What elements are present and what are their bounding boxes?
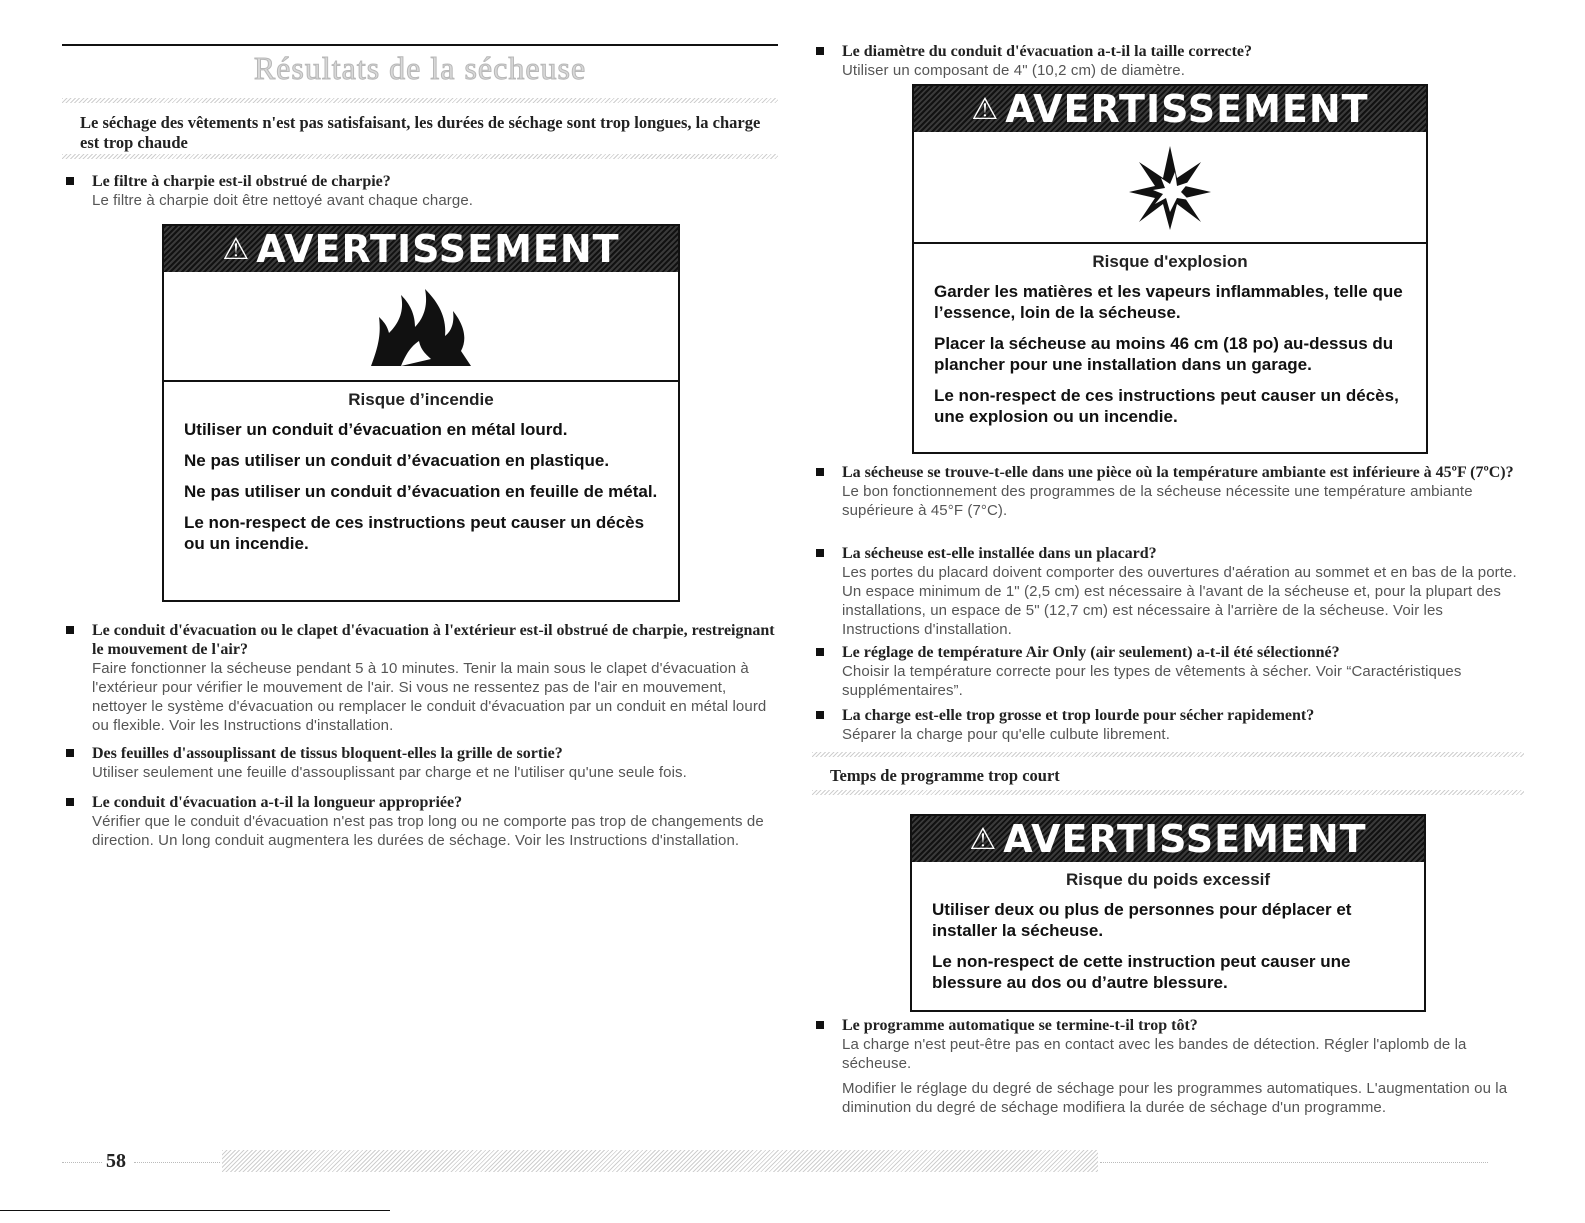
list-item [92, 172, 776, 210]
item-answer: Vérifier que le conduit d'évacuation n'est pas trop long ou ne comporte pas trop de changements de direction. Un long conduit augmentera les durées de séchage. Voir les Instructions d'installation. [92, 813, 764, 849]
item-answer: Les portes du placard doivent comporter des ouvertures d'aération au sommet et en bas de la porte. Un espace minimum de 1" (2,5 cm) est nécessaire à l'avant de la sécheuse et, pour la plupart des installations, un espace de 5" (12,7 cm) est nécessaire à l'arrière de la sécheuse. Voir les Instructions d'installation. [842, 564, 1517, 638]
item-answer: Utiliser un composant de 4" (10,2 cm) de diamètre. [842, 62, 1185, 79]
list-item [842, 544, 1522, 639]
item-question: Le conduit d'évacuation ou le clapet d'évacuation à l'extérieur est-il obstrué de charpie, restreignant le mouvement de l'air? [92, 622, 775, 658]
warning-line: Le non-respect de ces instructions peut causer un décès ou un incendie. [184, 513, 645, 553]
warning-line: Ne pas utiliser un conduit d’évacuation en feuille de métal. [184, 482, 658, 501]
item-question: Le filtre à charpie est-il obstrué de charpie? [92, 173, 391, 190]
warning-banner [912, 816, 1424, 862]
list-item [92, 744, 776, 782]
item-answer: Séparer la charge pour qu'elle culbute librement. [842, 726, 1170, 743]
warning-risk: Risque d’incendie [348, 390, 494, 409]
warning-icon-area [914, 132, 1426, 244]
item-answer: Utiliser seulement une feuille d'assouplissant par charge et ne l'utiliser qu'une seule fois. [92, 764, 687, 781]
list-item [92, 621, 776, 735]
item-answer [842, 1035, 1522, 1117]
warning-triangle-icon: ⚠ [971, 91, 1000, 127]
warning-box-explosion [912, 84, 1428, 454]
item-question: Des feuilles d'assouplissant de tissus bloquent-elles la grille de sortie? [92, 745, 563, 762]
item-answer-paragraph: Modifier le réglage du degré de séchage pour les programmes automatiques. L'augmentation ou la diminution du degré de séchage modifiera la durée de séchage d'un programme. [842, 1080, 1508, 1116]
bullet-icon [816, 711, 824, 719]
warning-risk: Risque du poids excessif [1065, 870, 1271, 889]
section-divider [812, 790, 1524, 795]
item-answer-paragraph: La charge n'est peut-être pas en contact avec les bandes de détection. Régler l'aplomb de la sécheuse. [842, 1036, 1467, 1072]
item-answer: Le filtre à charpie doit être nettoyé avant chaque charge. [92, 192, 474, 209]
warning-icon-area [164, 272, 678, 382]
warning-line: Le non-respect de ces instructions peut causer un décès, une explosion ou un incendie. [934, 386, 1399, 426]
warning-body [912, 862, 1424, 1003]
warning-label: AVERTISSEMENT [256, 227, 620, 271]
section-heading: Le séchage des vêtements n'est pas satisfaisant, les durées de séchage sont trop longues, la charge est trop chaude [80, 113, 761, 152]
warning-label: AVERTISSEMENT [1005, 87, 1369, 131]
bullet-icon [816, 468, 824, 476]
explosion-icon [1125, 142, 1215, 232]
bullet-icon [816, 47, 824, 55]
warning-body [164, 382, 678, 564]
warning-triangle-icon: ⚠ [969, 821, 998, 857]
bullet-icon [66, 177, 74, 185]
bullet-icon [816, 648, 824, 656]
warning-banner [914, 86, 1426, 132]
item-question: La sécheuse est-elle installée dans un placard? [842, 545, 1157, 562]
bottom-rule [0, 1210, 390, 1211]
warning-line: Ne pas utiliser un conduit d’évacuation en plastique. [184, 451, 610, 470]
footer-dotted-rule [134, 1162, 220, 1163]
warning-body [914, 244, 1426, 437]
list-item [842, 643, 1522, 700]
warning-line: Utiliser un conduit d’évacuation en métal lourd. [184, 420, 568, 439]
bullet-icon [66, 798, 74, 806]
item-question: Le programme automatique se termine-t-il trop tôt? [842, 1017, 1198, 1034]
bullet-icon [816, 549, 824, 557]
footer-bar [222, 1150, 1098, 1172]
item-question: Le réglage de température Air Only (air seulement) a-t-il été sélectionné? [842, 644, 1340, 661]
warning-risk: Risque d'explosion [1092, 252, 1248, 271]
section-divider [62, 154, 778, 159]
section-divider [812, 752, 1524, 757]
footer-dotted-rule [62, 1162, 102, 1163]
list-item [842, 463, 1522, 520]
bullet-icon [66, 749, 74, 757]
warning-line: Le non-respect de cette instruction peut causer une blessure au dos ou d’autre blessure. [932, 952, 1351, 992]
warning-banner [164, 226, 678, 272]
item-answer: Choisir la température correcte pour les types de vêtements à sécher. Voir “Caractéristiques supplémentaires”. [842, 663, 1462, 699]
top-rule [62, 44, 778, 46]
item-answer: Le bon fonctionnement des programmes de la sécheuse nécessite une température ambiante supérieure à 45°F (7°C). [842, 483, 1473, 519]
warning-triangle-icon: ⚠ [222, 231, 251, 267]
fire-icon [361, 281, 481, 371]
list-item [842, 42, 1522, 80]
warning-line: Garder les matières et les vapeurs inflammables, telle que l’essence, loin de la sécheuse. [934, 282, 1403, 322]
section-heading: Temps de programme trop court [830, 766, 1060, 785]
warning-box-fire [162, 224, 680, 602]
item-question: Le diamètre du conduit d'évacuation a-t-il la taille correcte? [842, 43, 1253, 60]
list-item [842, 706, 1522, 744]
page-title: Résultats de la sécheuse [253, 50, 587, 86]
bullet-icon [66, 626, 74, 634]
list-item [842, 1016, 1522, 1117]
section-divider [62, 98, 778, 103]
footer-dotted-rule [1100, 1162, 1488, 1163]
item-question: La sécheuse se trouve-t-elle dans une pièce où la température ambiante est inférieure à 45ºF (7ºC)? [842, 464, 1514, 481]
warning-label: AVERTISSEMENT [1003, 817, 1367, 861]
list-item [92, 793, 776, 850]
warning-box-weight [910, 814, 1426, 1012]
warning-line: Placer la sécheuse au moins 46 cm (18 po) au-dessus du plancher pour une installation dans un garage. [934, 334, 1394, 374]
item-question: Le conduit d'évacuation a-t-il la longueur appropriée? [92, 794, 463, 811]
bullet-icon [816, 1021, 824, 1029]
item-answer: Faire fonctionner la sécheuse pendant 5 à 10 minutes. Tenir la main sous le clapet d'évacuation à l'extérieur pour vérifier le mouvement de l'air. Si vous ne ressentez pas de l'air en mouvement, nettoyer le système d'évacuation ou remplacer le conduit d'évacuation par un conduit en métal lourd ou flexible. Voir les Instructions d'installation. [92, 660, 767, 734]
page-number: 58 [106, 1150, 126, 1172]
warning-line: Utiliser deux ou plus de personnes pour déplacer et installer la sécheuse. [932, 900, 1352, 940]
item-question: La charge est-elle trop grosse et trop lourde pour sécher rapidement? [842, 707, 1315, 724]
